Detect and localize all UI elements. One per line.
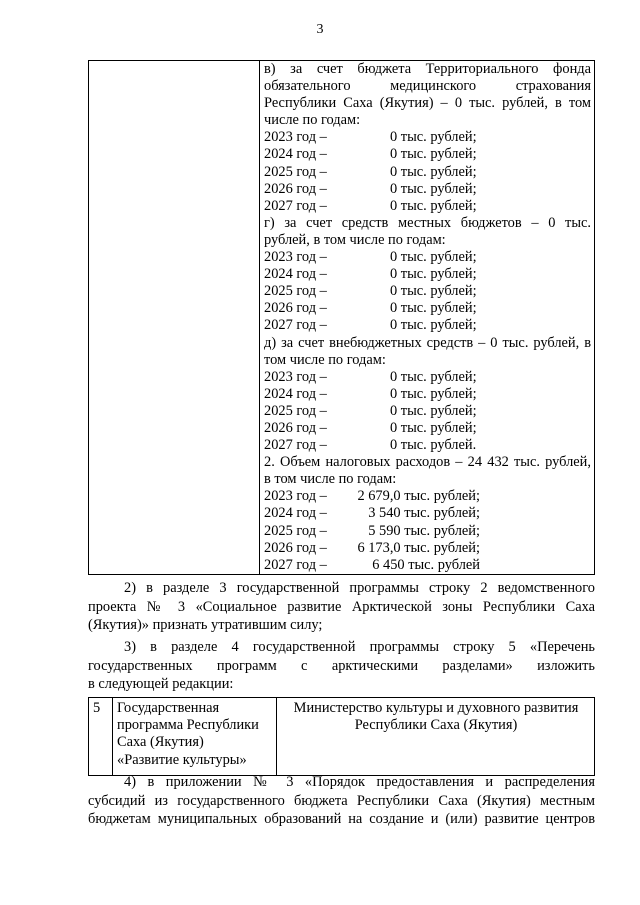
year-label: 2024 год – [264, 385, 327, 402]
program-name [113, 698, 277, 776]
year-row [264, 283, 591, 300]
year-row [264, 198, 591, 215]
text-line: г) за счет средств местных бюджетов – 0 тыс. [264, 214, 591, 231]
ministry-line: Республики Саха (Якутия) [354, 717, 518, 734]
program-line: Саха (Якутия) [117, 734, 204, 751]
year-amount: 0 тыс. рублей; [390, 266, 477, 283]
paragraph-line: 3) в разделе 4 государственной программы строку 5 «Перечень [124, 639, 595, 655]
year-amount: 0 тыс. рублей; [390, 249, 477, 266]
paragraph-line: (Якутия)» признать утратившим силу; [88, 617, 323, 634]
funding-details-cell [260, 61, 595, 575]
year-amount: 0 тыс. рублей; [390, 180, 477, 197]
year-label: 2025 год – [264, 283, 327, 300]
program-line: Государственная [117, 700, 220, 716]
table-row [89, 61, 595, 575]
year-amount: 0 тыс. рублей; [390, 163, 477, 180]
paragraph-4 [88, 773, 595, 829]
year-row [264, 488, 591, 505]
text-line: рублей, в том числе по годам: [264, 231, 446, 248]
year-amount: 0 тыс. рублей; [390, 129, 477, 146]
year-label: 2024 год – [264, 146, 327, 163]
year-amount: 0 тыс. рублей; [390, 385, 477, 402]
year-label: 2026 год – [264, 539, 327, 556]
year-label: 2025 год – [264, 522, 327, 539]
year-amount: 0 тыс. рублей; [390, 300, 477, 317]
year-label: 2025 год – [264, 402, 327, 419]
paragraph-line: субсидий из государственного бюджета Республики Саха (Якутия) местным [88, 792, 595, 809]
table-row [89, 698, 595, 776]
paragraph-line: бюджетам муниципальных образований на создание и (или) развитие центров [88, 811, 595, 828]
year-row [264, 181, 591, 198]
paragraph-line: проекта № 3 «Социальное развитие Арктической зоны Республики Саха [88, 598, 595, 615]
year-row [264, 146, 591, 163]
year-row [264, 300, 591, 317]
year-amount: 6 450 тыс. рублей [372, 556, 480, 573]
arctic-programs-table [88, 697, 595, 776]
year-amount: 6 173,0 тыс. рублей; [357, 539, 480, 556]
year-label: 2023 год – [264, 249, 327, 266]
year-label: 2027 год – [264, 556, 327, 573]
text-line: 2. Объем налоговых расходов – 24 432 тыс. рублей, [264, 454, 591, 471]
program-line: программа Республики [117, 717, 259, 734]
year-amount: 0 тыс. рублей; [390, 197, 477, 214]
text-line: обязательного медицинского страхования [264, 78, 591, 95]
text-line: числе по годам: [264, 112, 361, 129]
year-row [264, 557, 591, 574]
year-row [264, 523, 591, 540]
year-row [264, 386, 591, 403]
year-amount: 5 590 тыс. рублей; [368, 522, 480, 539]
paragraph-2 [88, 579, 595, 635]
text-line: том числе по годам: [264, 351, 386, 368]
year-label: 2026 год – [264, 419, 327, 436]
year-label: 2024 год – [264, 505, 327, 522]
ministry-line: Министерство культуры и духовного развития [293, 700, 579, 716]
year-amount: 2 679,0 тыс. рублей; [357, 488, 480, 505]
year-label: 2023 год – [264, 129, 327, 146]
row-number: 5 [89, 698, 113, 776]
paragraph-line: 2) в разделе 3 государственной программы строку 2 ведомственного [124, 580, 595, 596]
year-row [264, 129, 591, 146]
year-row [264, 317, 591, 334]
year-label: 2027 год – [264, 197, 327, 214]
year-row [264, 266, 591, 283]
year-label: 2025 год – [264, 163, 327, 180]
year-row [264, 437, 591, 454]
text-line: в) за счет бюджета Территориального фонда [264, 61, 591, 77]
ministry-name [277, 698, 595, 776]
paragraph-3 [88, 638, 595, 694]
year-amount: 0 тыс. рублей. [390, 437, 477, 454]
paragraph-line: государственных программ с арктическими разделами» изложить [88, 657, 595, 674]
year-label: 2023 год – [264, 368, 327, 385]
year-row [264, 369, 591, 386]
year-amount: 0 тыс. рублей; [390, 317, 477, 334]
funding-details [264, 61, 591, 574]
program-line: «Развитие культуры» [117, 751, 247, 768]
year-amount: 0 тыс. рублей; [390, 402, 477, 419]
year-amount: 0 тыс. рублей; [390, 146, 477, 163]
year-amount: 0 тыс. рублей; [390, 283, 477, 300]
text-line: в том числе по годам: [264, 471, 397, 488]
year-row [264, 505, 591, 522]
year-row [264, 420, 591, 437]
text-line: Республики Саха (Якутия) – 0 тыс. рублей, в том [264, 95, 591, 112]
year-label: 2026 год – [264, 180, 327, 197]
year-row [264, 249, 591, 266]
page-number: 3 [316, 22, 324, 37]
funding-table [88, 60, 595, 575]
year-label: 2024 год – [264, 266, 327, 283]
year-amount: 0 тыс. рублей; [390, 368, 477, 385]
year-row [264, 164, 591, 181]
text-line: д) за счет внебюджетных средств – 0 тыс. рублей, в [264, 334, 591, 351]
year-row [264, 540, 591, 557]
year-amount: 3 540 тыс. рублей; [368, 505, 480, 522]
paragraph-line: 4) в приложении № 3 «Порядок предоставления и распределения [124, 774, 595, 790]
year-row [264, 403, 591, 420]
year-label: 2027 год – [264, 437, 327, 454]
year-label: 2026 год – [264, 300, 327, 317]
year-amount: 0 тыс. рублей; [390, 419, 477, 436]
paragraph-line: в следующей редакции: [88, 676, 234, 693]
year-label: 2027 год – [264, 317, 327, 334]
empty-left-cell [89, 61, 260, 575]
year-label: 2023 год – [264, 488, 327, 505]
